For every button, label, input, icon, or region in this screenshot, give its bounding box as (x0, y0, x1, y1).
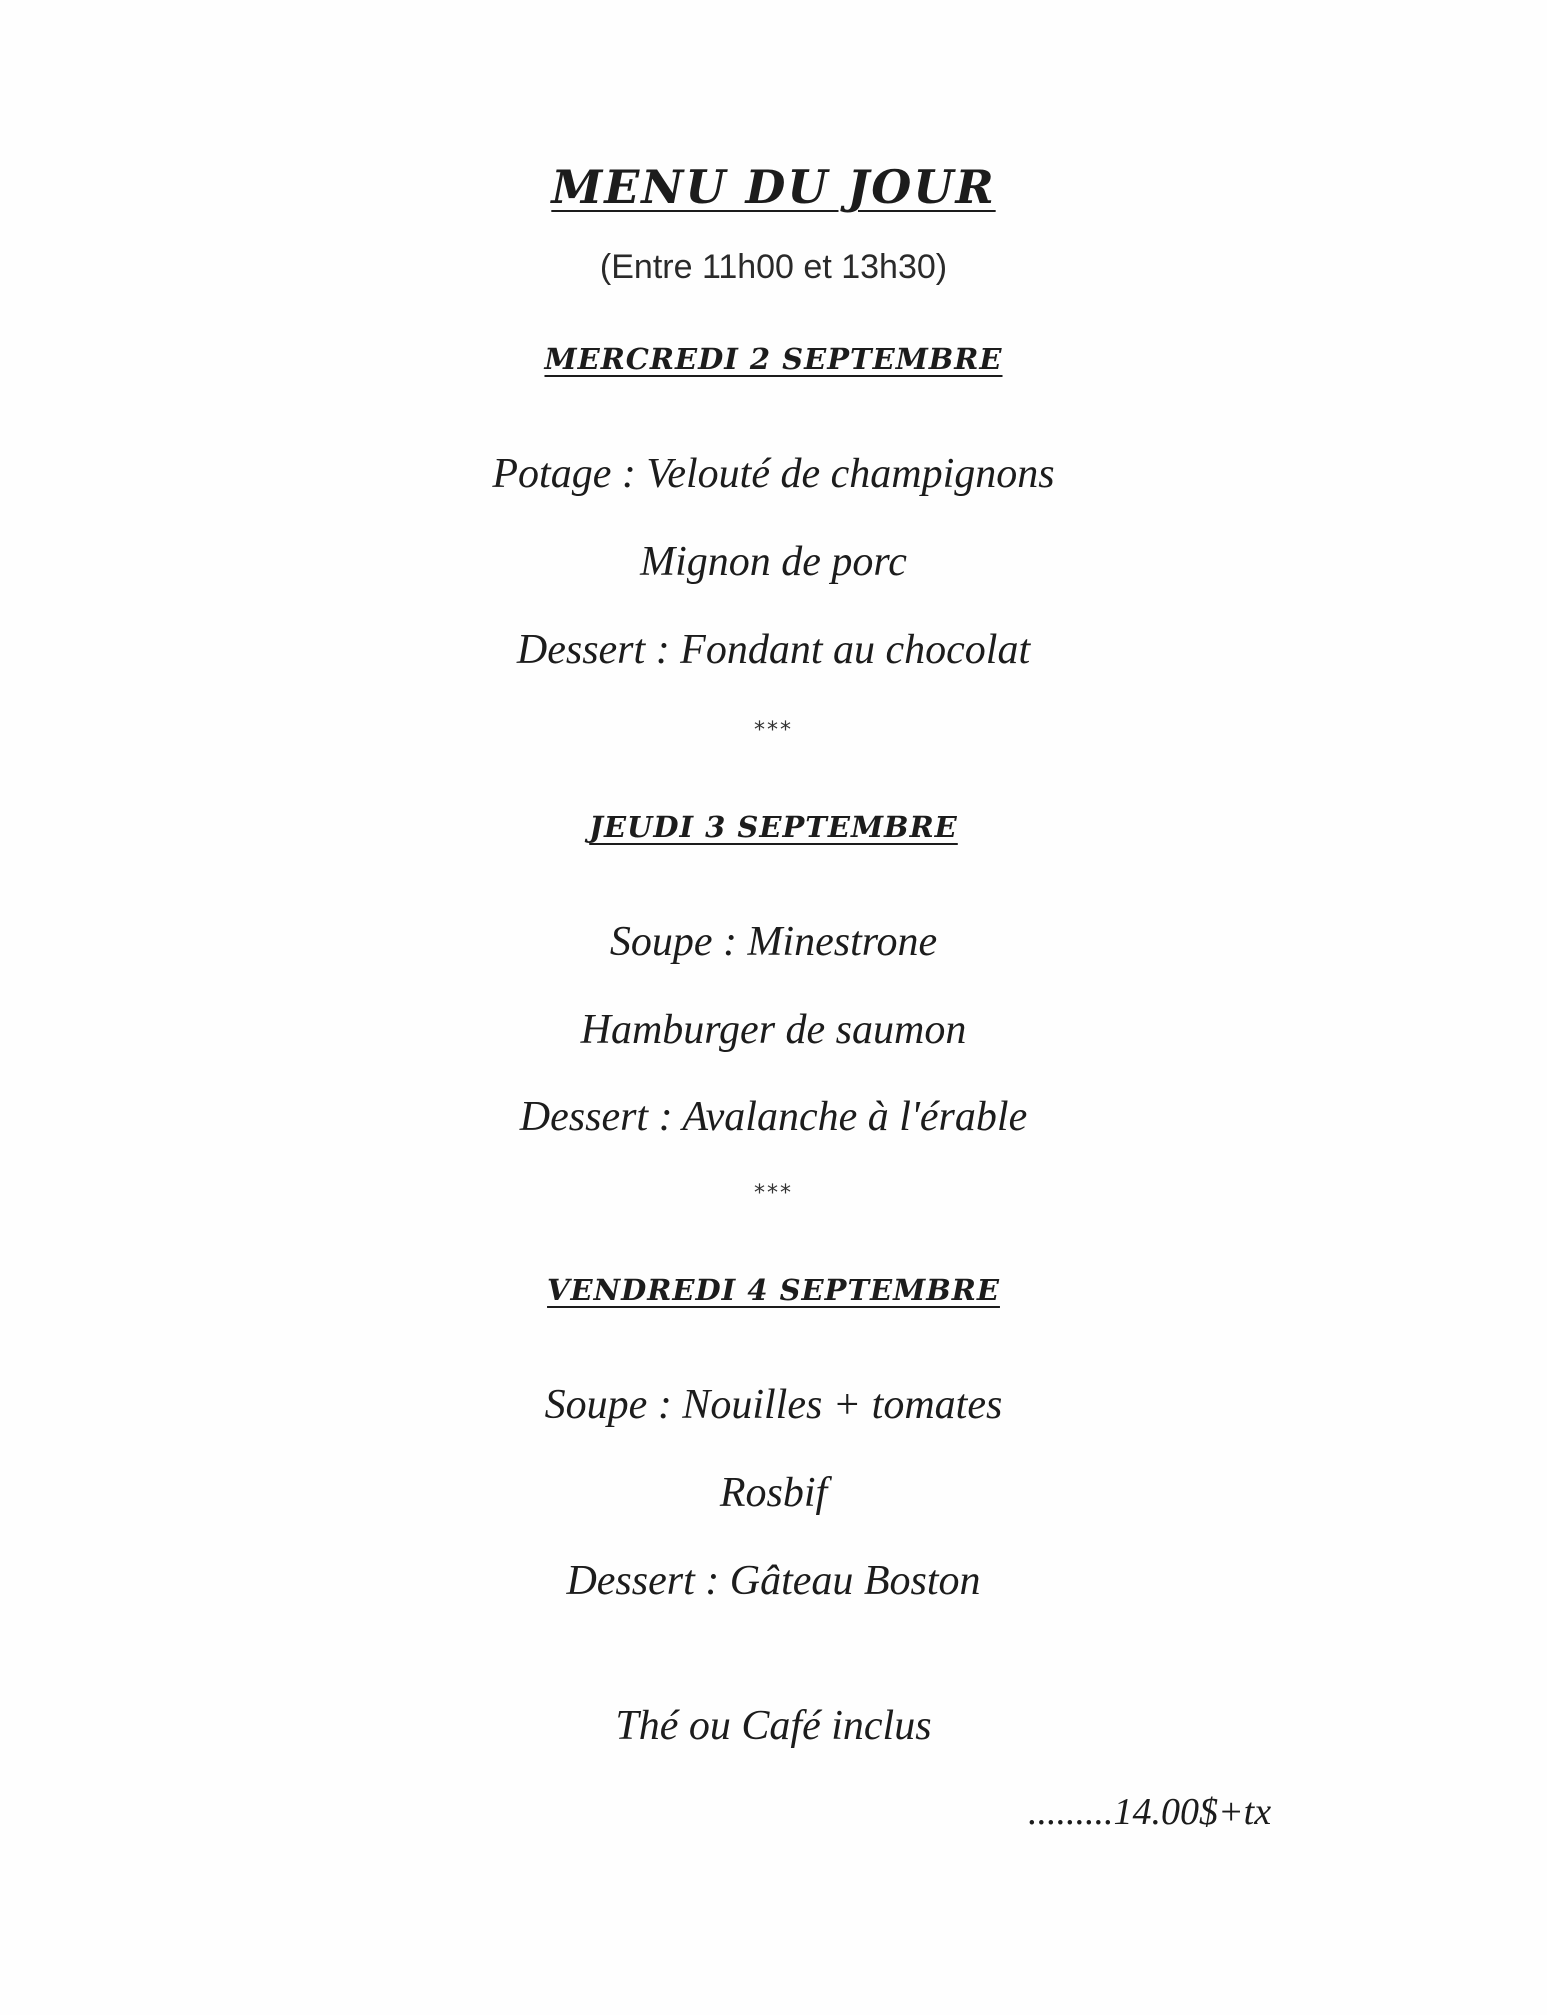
friday-soup: Soupe : Nouilles + tomates (544, 1382, 1003, 1428)
service-hours: (Entre 11h00 et 13h30) (599, 248, 948, 286)
friday-main: Rosbif (719, 1470, 828, 1516)
drinks-included: Thé ou Café inclus (615, 1703, 932, 1749)
day-heading-thursday: JEUDI 3 SEPTEMBRE (589, 810, 958, 844)
day-heading-friday: VENDREDI 4 SEPTEMBRE (547, 1273, 1000, 1307)
thursday-dessert: Dessert : Avalanche à l'érable (519, 1094, 1028, 1140)
price: .........14.00$+tx (1028, 1791, 1272, 1833)
thursday-soup: Soupe : Minestrone (609, 919, 938, 965)
menu-title: MENU DU JOUR (551, 160, 996, 214)
day-heading-wednesday: MERCREDI 2 SEPTEMBRE (544, 342, 1003, 376)
separator: *** (754, 1181, 793, 1206)
wednesday-main: Mignon de porc (640, 539, 907, 585)
wednesday-dessert: Dessert : Fondant au chocolat (516, 627, 1031, 673)
wednesday-soup: Potage : Velouté de champignons (492, 451, 1055, 497)
separator: *** (754, 718, 793, 743)
thursday-main: Hamburger de saumon (580, 1007, 967, 1053)
friday-dessert: Dessert : Gâteau Boston (566, 1558, 981, 1604)
